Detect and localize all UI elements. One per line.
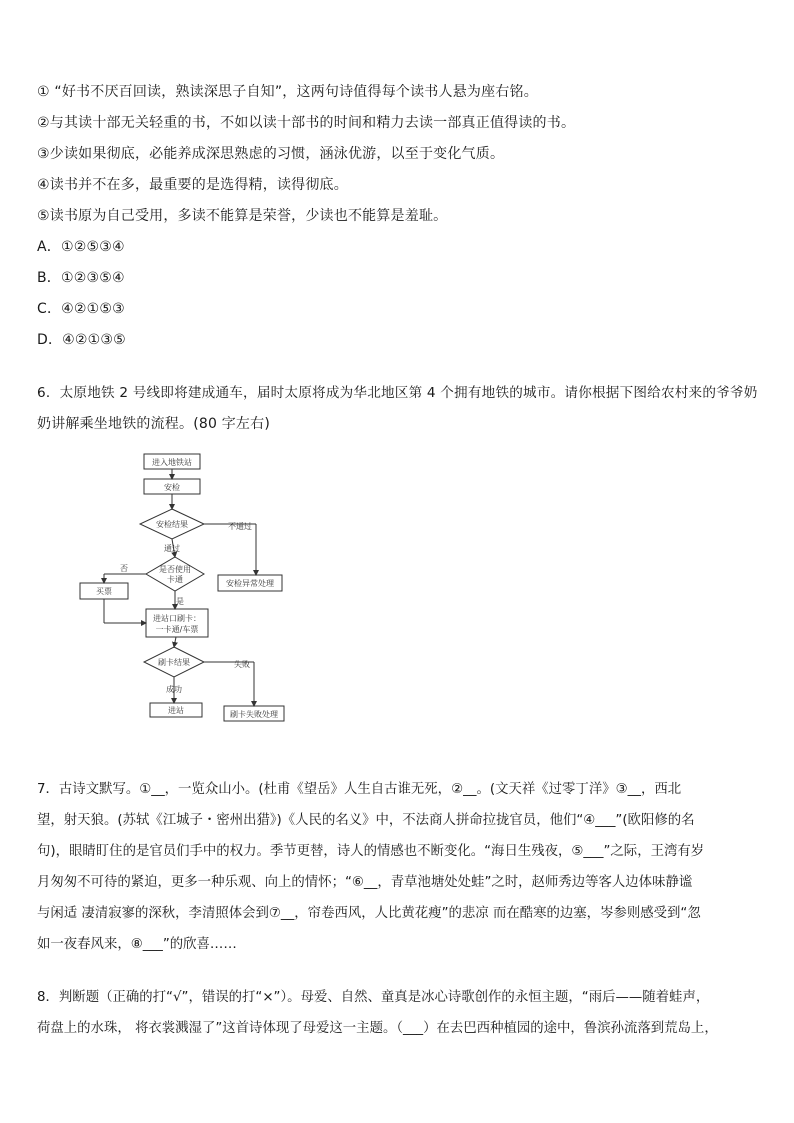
q5-item-5: ⑤读书原为自己受用，多读不能算是荣誉，少读也不能算是羞耻。 [37,208,448,224]
q8-line-1: 8．判断题（正确的打“√”，错误的打“×”）。母爱、自然、童真是冰心诗歌创作的永恒主题，“雨后——随着蛙声， [37,990,710,1005]
fc-buy-ticket: 买票 [96,587,112,596]
fc-security-abnormal: 安检异常处理 [226,579,274,588]
q7-paragraph [37,774,759,960]
q8-line-2: 荷盘上的水珠， 将衣裳溅湿了”这首诗体现了母爱这一主题。（___）在去巴西种植园的途中，鲁滨孙流落到荒岛上， [37,1021,718,1036]
fc-not-pass: 不通过 [228,522,252,531]
q7-line-6: 如一夜春风来，⑧___”的欣喜…… [37,937,237,952]
fc-use-card-1: 是否使用 [159,565,191,574]
fc-no: 否 [120,564,128,573]
q7-line-4: 月匆匆不可待的紧迫，更多一种乐观、向上的情怀；“⑥__，青草池塘处处蛙”之时，赵师秀边等客人边体味静谧 [37,875,693,890]
fc-enter: 进入地铁站 [152,458,192,467]
q5-option-b: B．①②③⑤④ [37,270,125,286]
q5-option-c: C．④②①⑤③ [37,301,125,317]
q7-line-1: 7．古诗文默写。①__，一览众山小。(杜甫《望岳》人生自古谁无死，②__。(文天祥《过零丁洋》③__，西北 [37,782,682,797]
q6-line-1: 6．太原地铁 2 号线即将建成通车，届时太原将成为华北地区第 4 个拥有地铁的城市。请你根据下图给农村来的爷爷奶 [37,385,758,401]
fc-swipe-result: 刷卡结果 [158,658,190,667]
fc-fail: 失败 [234,660,250,669]
diamond-use-card [146,557,204,591]
q8-paragraph [37,982,759,1044]
q5-item-3: ③少读如果彻底，必能养成深思熟虑的习惯，涵泳优游，以至于变化气质。 [37,146,505,162]
q7-line-5: 与闲适 凄清寂寥的深秋，李清照体会到⑦__，帘卷西风，人比黄花瘦”的悲凉 而在酷寒的边塞，岑参则感受到“忽 [37,906,701,921]
q5-item-4: ④读书并不在多，最重要的是选得精，读得彻底。 [37,177,348,193]
subway-flowchart [72,447,292,737]
q5-item-2: ②与其读十部无关轻重的书，不如以读十部书的时间和精力去读一部真正值得读的书。 [37,115,576,131]
q5-option-d: D．④②①③⑤ [37,332,126,348]
fc-security-result: 安检结果 [156,520,188,529]
fc-security: 安检 [164,483,180,492]
q6-line-2: 奶讲解乘坐地铁的流程。(80 字左右) [37,416,270,432]
fc-enter-station: 进站 [168,706,184,715]
q5-item-1: ① “好书不厌百回读，熟读深思子自知”，这两句诗值得每个读书人悬为座右铭。 [37,84,538,100]
fc-success: 成功 [166,685,182,694]
fc-use-card-2: 卡通 [167,575,183,584]
q7-line-2: 望，射天狼。(苏轼《江城子・密州出猎》)《人民的名义》中，不法商人拼命拉拢官员，他们“④___”(欧阳修的名 [37,813,695,828]
fc-swipe-2: 一卡通/车票 [155,625,199,634]
q5-option-a: A．①②⑤③④ [37,239,125,255]
fc-pass: 通过 [164,544,180,553]
q7-line-3: 句)，眼睛盯住的是官员们手中的权力。季节更替，诗人的情感也不断变化。“海日生残夜，⑤___”之际，王湾有岁 [37,844,705,859]
fc-yes: 是 [176,597,184,606]
fc-swipe-fail: 刷卡失败处理 [230,710,278,719]
fc-swipe-1: 进站口刷卡： [153,614,201,623]
